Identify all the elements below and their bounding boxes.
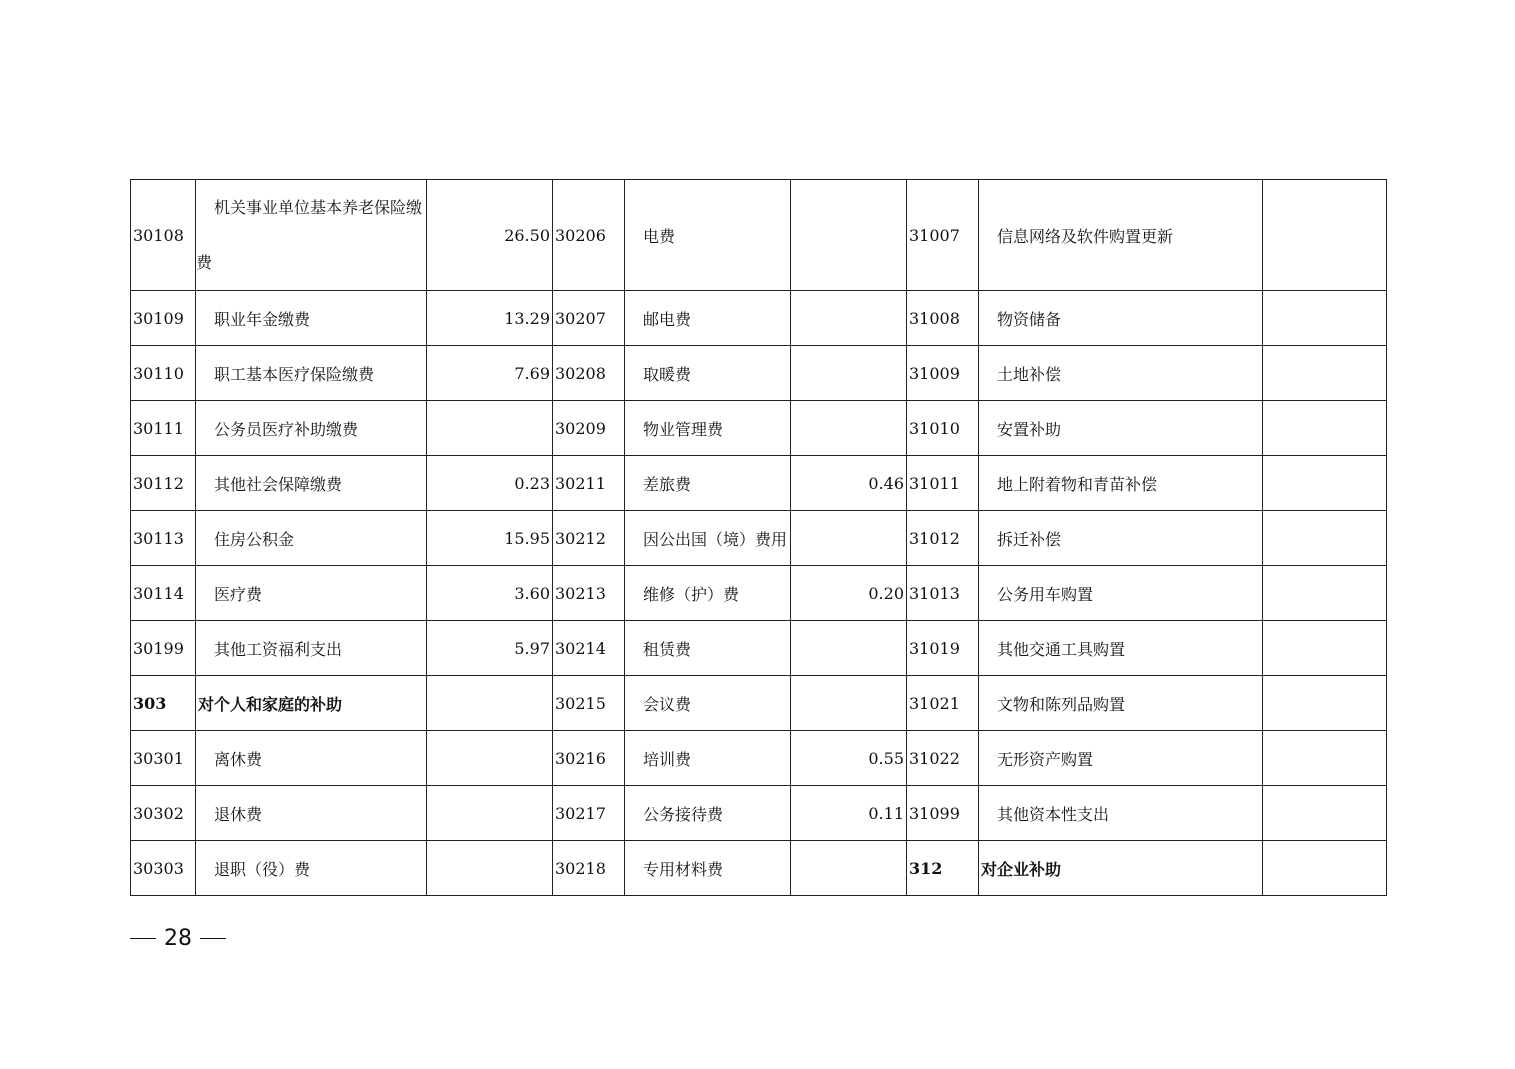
- page-footer: [130, 926, 226, 951]
- amount-cell: [427, 731, 553, 786]
- amount-cell: 15.95: [427, 511, 553, 566]
- code-cell: 30303: [131, 841, 196, 896]
- name-cell: 取暖费: [625, 346, 791, 401]
- code-cell: 30207: [553, 291, 625, 346]
- code-cell: 30206: [553, 180, 625, 291]
- table-row: [131, 511, 1387, 566]
- name-cell: 物资储备: [979, 291, 1263, 346]
- name-cell: 土地补偿: [979, 346, 1263, 401]
- code-cell: 30108: [131, 180, 196, 291]
- amount-cell: [791, 291, 907, 346]
- code-cell: 30111: [131, 401, 196, 456]
- table-row: [131, 401, 1387, 456]
- code-cell: 30109: [131, 291, 196, 346]
- name-cell: 电费: [625, 180, 791, 291]
- amount-cell: 0.20: [791, 566, 907, 621]
- code-cell: 30112: [131, 456, 196, 511]
- name-cell: 无形资产购置: [979, 731, 1263, 786]
- footer-dash-left: [130, 938, 156, 939]
- amount-cell: [1263, 346, 1387, 401]
- amount-cell: [1263, 786, 1387, 841]
- code-cell: 31013: [907, 566, 979, 621]
- amount-cell: [1263, 180, 1387, 291]
- table-row: [131, 841, 1387, 896]
- table-row: [131, 180, 1387, 291]
- table-row: [131, 291, 1387, 346]
- amount-cell: [427, 841, 553, 896]
- code-cell: 30214: [553, 621, 625, 676]
- budget-table: [130, 179, 1387, 896]
- amount-cell: [1263, 291, 1387, 346]
- name-cell: 维修（护）费: [625, 566, 791, 621]
- amount-cell: [791, 621, 907, 676]
- amount-cell: [791, 180, 907, 291]
- name-cell: 差旅费: [625, 456, 791, 511]
- name-cell: 职业年金缴费: [196, 291, 427, 346]
- page-number: 28: [164, 926, 192, 951]
- amount-cell: [1263, 566, 1387, 621]
- amount-cell: [1263, 511, 1387, 566]
- name-cell: 会议费: [625, 676, 791, 731]
- amount-cell: [1263, 841, 1387, 896]
- name-cell: 公务员医疗补助缴费: [196, 401, 427, 456]
- code-cell: 30216: [553, 731, 625, 786]
- name-cell: 安置补助: [979, 401, 1263, 456]
- amount-cell: 0.23: [427, 456, 553, 511]
- amount-cell: 0.55: [791, 731, 907, 786]
- code-cell: 30217: [553, 786, 625, 841]
- name-cell: 信息网络及软件购置更新: [979, 180, 1263, 291]
- code-cell: 30113: [131, 511, 196, 566]
- name-cell: 物业管理费: [625, 401, 791, 456]
- name-cell: 公务接待费: [625, 786, 791, 841]
- category-name-cell: 对企业补助: [979, 841, 1263, 896]
- category-code-cell: 312: [907, 841, 979, 896]
- amount-cell: [1263, 621, 1387, 676]
- table-row: [131, 346, 1387, 401]
- name-cell: 公务用车购置: [979, 566, 1263, 621]
- amount-cell: 5.97: [427, 621, 553, 676]
- name-cell: 文物和陈列品购置: [979, 676, 1263, 731]
- name-cell: 邮电费: [625, 291, 791, 346]
- name-cell: 退职（役）费: [196, 841, 427, 896]
- code-cell: 30209: [553, 401, 625, 456]
- code-cell: 31010: [907, 401, 979, 456]
- name-cell: 租赁费: [625, 621, 791, 676]
- code-cell: 30208: [553, 346, 625, 401]
- amount-cell: [1263, 456, 1387, 511]
- amount-cell: [1263, 401, 1387, 456]
- name-cell: [196, 180, 427, 291]
- code-cell: 31022: [907, 731, 979, 786]
- name-line-2: 费: [196, 253, 213, 272]
- code-cell: 30110: [131, 346, 196, 401]
- amount-cell: [791, 841, 907, 896]
- code-cell: 31007: [907, 180, 979, 291]
- code-cell: 30199: [131, 621, 196, 676]
- amount-cell: [1263, 731, 1387, 786]
- amount-cell: [791, 401, 907, 456]
- name-cell: 其他工资福利支出: [196, 621, 427, 676]
- code-cell: 30218: [553, 841, 625, 896]
- table-row: [131, 676, 1387, 731]
- table-row: [131, 786, 1387, 841]
- amount-cell: 0.46: [791, 456, 907, 511]
- name-cell: 拆迁补偿: [979, 511, 1263, 566]
- category-name-cell: 对个人和家庭的补助: [196, 676, 427, 731]
- amount-cell: 13.29: [427, 291, 553, 346]
- amount-cell: 26.50: [427, 180, 553, 291]
- code-cell: 31009: [907, 346, 979, 401]
- name-cell: 医疗费: [196, 566, 427, 621]
- code-cell: 31019: [907, 621, 979, 676]
- table-row: [131, 456, 1387, 511]
- name-cell: 其他交通工具购置: [979, 621, 1263, 676]
- code-cell: 31008: [907, 291, 979, 346]
- footer-dash-right: [200, 938, 226, 939]
- name-cell: 因公出国（境）费用: [625, 511, 791, 566]
- name-cell: 专用材料费: [625, 841, 791, 896]
- code-cell: 31021: [907, 676, 979, 731]
- name-cell: 职工基本医疗保险缴费: [196, 346, 427, 401]
- table-row: [131, 731, 1387, 786]
- amount-cell: [791, 346, 907, 401]
- amount-cell: 0.11: [791, 786, 907, 841]
- table-row: [131, 621, 1387, 676]
- table-row: [131, 566, 1387, 621]
- code-cell: 31012: [907, 511, 979, 566]
- code-cell: 31099: [907, 786, 979, 841]
- name-cell: 培训费: [625, 731, 791, 786]
- amount-cell: 7.69: [427, 346, 553, 401]
- amount-cell: [427, 786, 553, 841]
- code-cell: 30114: [131, 566, 196, 621]
- amount-cell: 3.60: [427, 566, 553, 621]
- name-cell: 地上附着物和青苗补偿: [979, 456, 1263, 511]
- name-cell: 其他社会保障缴费: [196, 456, 427, 511]
- name-cell: 离休费: [196, 731, 427, 786]
- name-line-1: 机关事业单位基本养老保险缴: [214, 198, 423, 217]
- code-cell: 30212: [553, 511, 625, 566]
- code-cell: 30301: [131, 731, 196, 786]
- category-code-cell: 303: [131, 676, 196, 731]
- amount-cell: [427, 401, 553, 456]
- amount-cell: [427, 676, 553, 731]
- name-cell: 其他资本性支出: [979, 786, 1263, 841]
- amount-cell: [791, 511, 907, 566]
- name-cell: 住房公积金: [196, 511, 427, 566]
- amount-cell: [791, 676, 907, 731]
- code-cell: 30211: [553, 456, 625, 511]
- name-cell: 退休费: [196, 786, 427, 841]
- code-cell: 30215: [553, 676, 625, 731]
- amount-cell: [1263, 676, 1387, 731]
- code-cell: 30302: [131, 786, 196, 841]
- code-cell: 30213: [553, 566, 625, 621]
- code-cell: 31011: [907, 456, 979, 511]
